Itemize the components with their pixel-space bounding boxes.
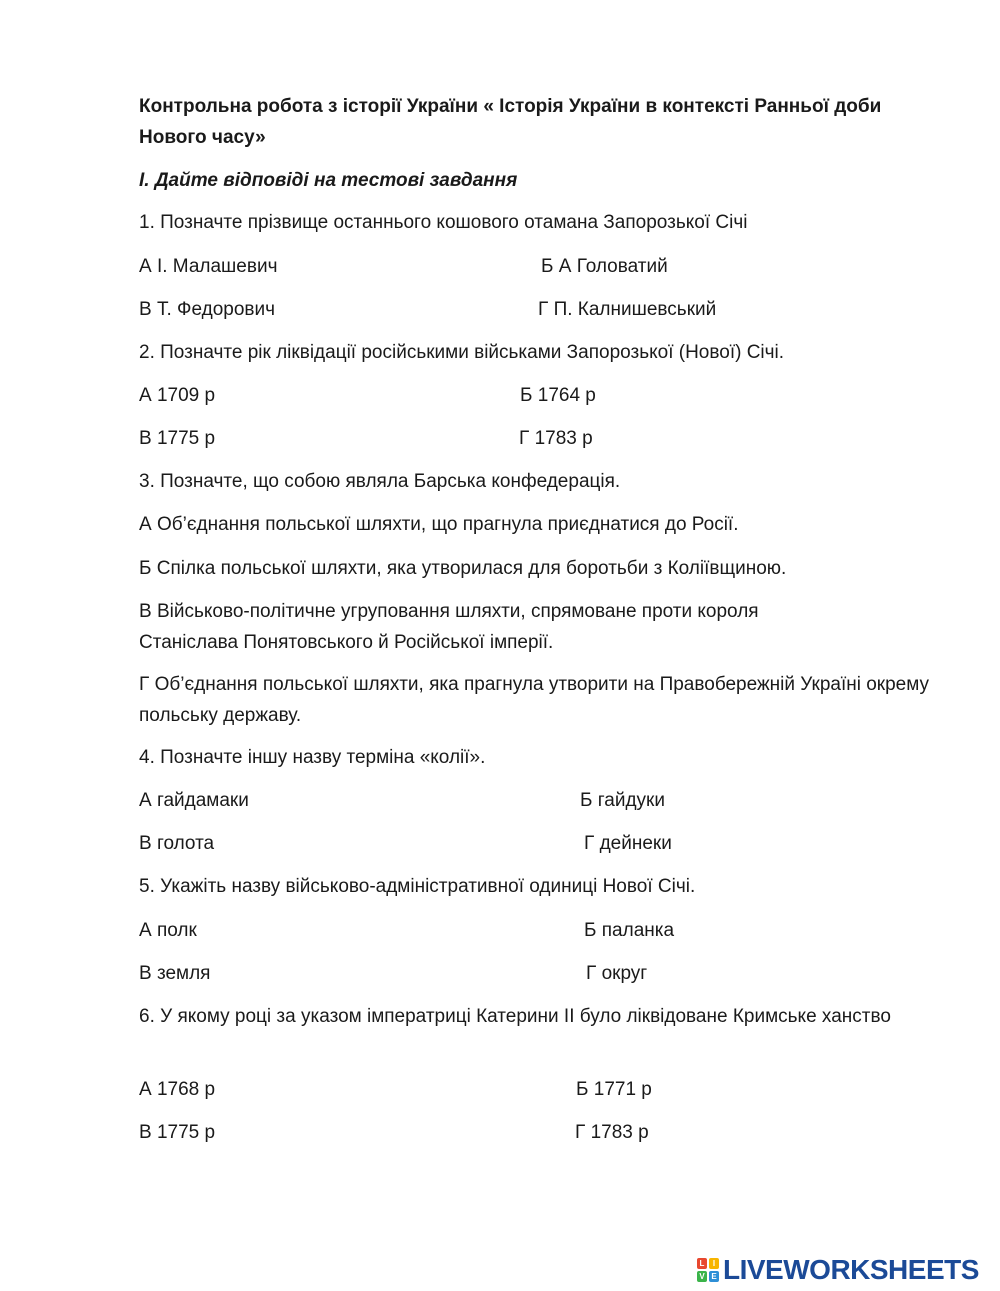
q6-option-d: Г 1783 р bbox=[575, 1122, 649, 1143]
question-6: 6. У якому році за указом імператриці Катерини ІІ було ліквідоване Кримське ханство bbox=[139, 1006, 891, 1027]
q3-option-c: В Військово-політичне угруповання шляхти, спрямоване проти короля Станіслава Понятовського й Російської імперії. bbox=[139, 601, 759, 653]
q5-option-c: В земля bbox=[139, 963, 211, 984]
q5-option-b: Б паланка bbox=[584, 920, 675, 941]
question-5: 5. Укажіть назву військово-адміністративної одиниці Нової Січі. bbox=[139, 876, 696, 897]
q4-option-c: В голота bbox=[139, 833, 215, 854]
q6-option-a: А 1768 р bbox=[139, 1079, 216, 1100]
q2-option-c: В 1775 р bbox=[139, 428, 216, 449]
q4-option-b: Б гайдуки bbox=[580, 790, 665, 811]
q5-option-a: А полк bbox=[139, 920, 197, 941]
question-4: 4. Позначте іншу назву терміна «колії». bbox=[139, 747, 486, 768]
logo-block-e: E bbox=[709, 1271, 719, 1282]
logo-blocks-icon bbox=[697, 1258, 719, 1282]
q4-option-d: Г дейнеки bbox=[584, 833, 672, 854]
q4-option-a: А гайдамаки bbox=[139, 790, 249, 811]
question-1: 1. Позначте прізвище останнього кошового отамана Запорозької Січі bbox=[139, 212, 748, 233]
q1-option-c: В Т. Федорович bbox=[139, 299, 275, 320]
q1-option-b: Б А Головатий bbox=[541, 256, 668, 277]
page-title: Контрольна робота з історії України « Історія України в контексті Ранньої доби Нового часу» bbox=[139, 96, 882, 148]
q6-option-b: Б 1771 р bbox=[576, 1079, 652, 1100]
q2-option-b: Б 1764 р bbox=[520, 385, 596, 406]
liveworksheets-logo bbox=[697, 1252, 979, 1288]
question-2: 2. Позначте рік ліквідації російськими військами Запорозької (Нової) Січі. bbox=[139, 342, 785, 363]
logo-block-l: L bbox=[697, 1258, 707, 1269]
section-heading: І. Дайте відповіді на тестові завдання bbox=[139, 170, 518, 191]
question-3: 3. Позначте, що собою являла Барська конфедерація. bbox=[139, 471, 621, 492]
q3-option-b: Б Спілка польської шляхти, яка утворилася для боротьби з Коліївщиною. bbox=[139, 558, 787, 579]
q3-option-d: Г Об’єднання польської шляхти, яка прагнула утворити на Правобережній Україні окрему польську державу. bbox=[139, 674, 930, 726]
logo-block-i: I bbox=[709, 1258, 719, 1269]
q2-option-d: Г 1783 р bbox=[519, 428, 593, 449]
q2-option-a: А 1709 р bbox=[139, 385, 216, 406]
q3-option-a: А Об’єднання польської шляхти, що прагнула приєднатися до Росії. bbox=[139, 514, 739, 535]
q1-option-d: Г П. Калнишевський bbox=[538, 299, 717, 320]
q1-option-a: А І. Малашевич bbox=[139, 256, 278, 277]
logo-text: LIVEWORKSHEETS bbox=[723, 1254, 979, 1285]
q6-option-c: В 1775 р bbox=[139, 1122, 216, 1143]
q5-option-d: Г округ bbox=[586, 963, 648, 984]
logo-block-v: V bbox=[697, 1271, 707, 1282]
